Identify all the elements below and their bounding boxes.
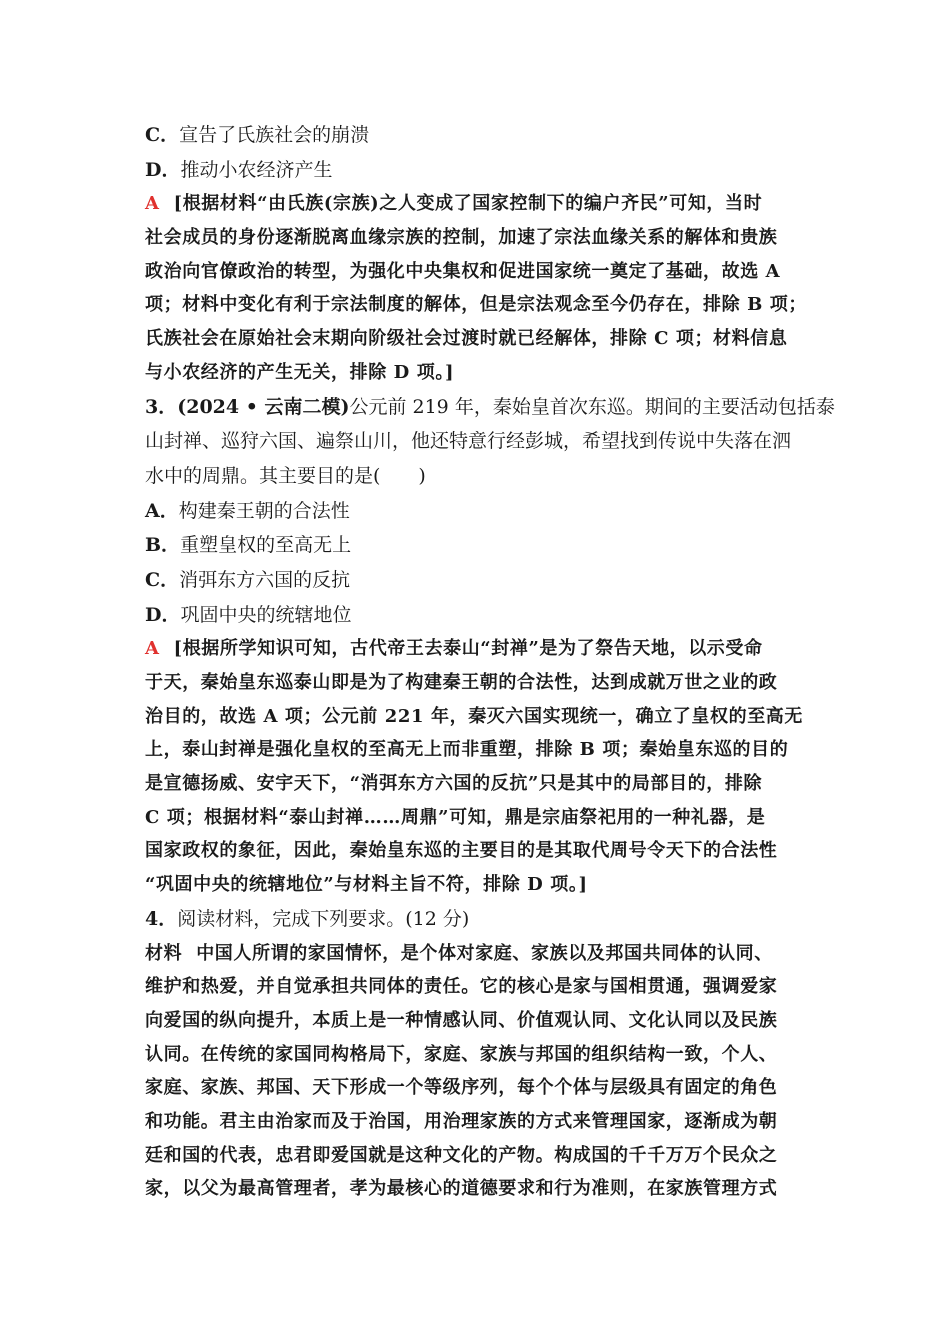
material-line: 认同。在传统的家国同构格局下，家庭、家族与邦国的组织结构一致，个人、 [145, 1043, 778, 1065]
option-letter: A． [145, 499, 179, 522]
stem-line: 水中的周鼎。其主要目的是( ) [145, 464, 426, 487]
answer-line: 于天，秦始皇东巡泰山即是为了构建秦王朝的合法性，达到成就万世之业的政 [145, 672, 778, 693]
option-a [145, 494, 810, 529]
answer-line: 是宣德扬威、安宇天下，“消弭东方六国的反抗”只是其中的局部目的，排除 [145, 773, 763, 795]
option-text: 巩固中央的统辖地位 [180, 603, 352, 626]
answer-line: 治目的，故选 A 项；公元前 221 年，秦灭六国实现统一，确立了皇权的至高无 [145, 705, 804, 727]
question-source: (2024 • 云南二模) [177, 395, 350, 418]
answer-line: 氏族社会在原始社会末期向阶级社会过渡时就已经解体，排除 C 项；材料信息 [145, 328, 788, 350]
document-page [145, 118, 835, 1206]
question-number: 3． [145, 395, 178, 418]
material-line: 廷和国的代表，忠君即爱国就是这种文化的产物。构成国的千千万万个民众之 [145, 1144, 778, 1166]
material-label: 材料 [145, 942, 183, 964]
answer-line: 与小农经济的产生无关，排除 D 项。] [145, 361, 455, 383]
answer-line: 政治向官僚政治的转型，为强化中央集权和促进国家统一奠定了基础，故选 A [145, 260, 781, 282]
option-d [145, 598, 810, 633]
material-line: 家，以父为最高管理者，孝为最核心的道德要求和行为准则，在家族管理方式 [145, 1178, 778, 1200]
answer-line: 上，泰山封禅是强化皇权的至高无上而非重塑，排除 B 项；秦始皇东巡的目的 [145, 739, 789, 761]
option-letter: B． [145, 534, 181, 557]
stem-text: 公元前 219 年，秦始皇首次东巡。期间的主要活动包括泰 [349, 395, 835, 418]
question-title: 阅读材料，完成下列要求。(12 分) [177, 907, 470, 930]
stem-line: 山封禅、巡狩六国、遍祭山川，他还特意行经彭城，希望找到传说中失落在泗 [145, 430, 792, 453]
option-c [145, 563, 810, 598]
answer-line [145, 632, 810, 666]
answer-line: 国家政权的象征，因此，秦始皇东巡的主要目的是其取代周号令天下的合法性 [145, 840, 778, 862]
option-text: 重塑皇权的至高无上 [180, 534, 352, 557]
material-line: 和功能。君主由治家而及于治国，用治理家族的方式来管理国家，逐渐成为朝 [145, 1110, 778, 1132]
answer-line [145, 187, 810, 221]
option-d [145, 153, 810, 188]
option-c [145, 118, 810, 153]
answer-line: C 项；根据材料“泰山封禅……周鼎”可知，鼎是宗庙祭祀用的一种礼器，是 [145, 806, 766, 828]
answer-letter: A [145, 638, 160, 660]
material-line: 向爱国的纵向提升，本质上是一种情感认同、价值观认同、文化认同以及民族 [145, 1009, 778, 1031]
material-text: 中国人所谓的家国情怀，是个体对家庭、家族以及邦国共同体的认同、 [196, 942, 773, 964]
option-text: 推动小农经济产生 [180, 158, 333, 181]
answer-text: [根据所学知识可知，古代帝王去泰山“封禅”是为了祭告天地，以示受命 [173, 638, 763, 660]
question-3-stem [145, 390, 835, 425]
option-text: 构建秦王朝的合法性 [178, 499, 350, 522]
option-letter: C． [145, 124, 180, 146]
option-b [145, 528, 810, 563]
answer-line: 项；材料中变化有利于宗法制度的解体，但是宗法观念至今仍存在，排除 B 项； [145, 294, 807, 316]
question-number: 4． [145, 907, 178, 930]
option-letter: C． [145, 568, 180, 591]
option-text: 消弭东方六国的反抗 [179, 568, 351, 591]
option-text: 宣告了氏族社会的崩溃 [179, 124, 370, 146]
material-line [145, 937, 810, 971]
question-4-title [145, 902, 810, 937]
material-line: 维护和热爱，并自觉承担共同体的责任。它的核心是家与国相贯通，强调爱家 [145, 976, 778, 998]
option-letter: D． [145, 158, 181, 181]
answer-line: 社会成员的身份逐渐脱离血缘宗族的控制，加速了宗法血缘关系的解体和贵族 [145, 227, 778, 249]
answer-text: [根据材料“由氏族(宗族)之人变成了国家控制下的编户齐民”可知，当时 [173, 193, 763, 215]
option-letter: D． [145, 603, 181, 626]
answer-letter: A [145, 193, 160, 215]
answer-line: “巩固中央的统辖地位”与材料主旨不符，排除 D 项。] [145, 874, 588, 896]
material-line: 家庭、家族、邦国、天下形成一个等级序列，每个个体与层级具有固定的角色 [145, 1077, 778, 1099]
